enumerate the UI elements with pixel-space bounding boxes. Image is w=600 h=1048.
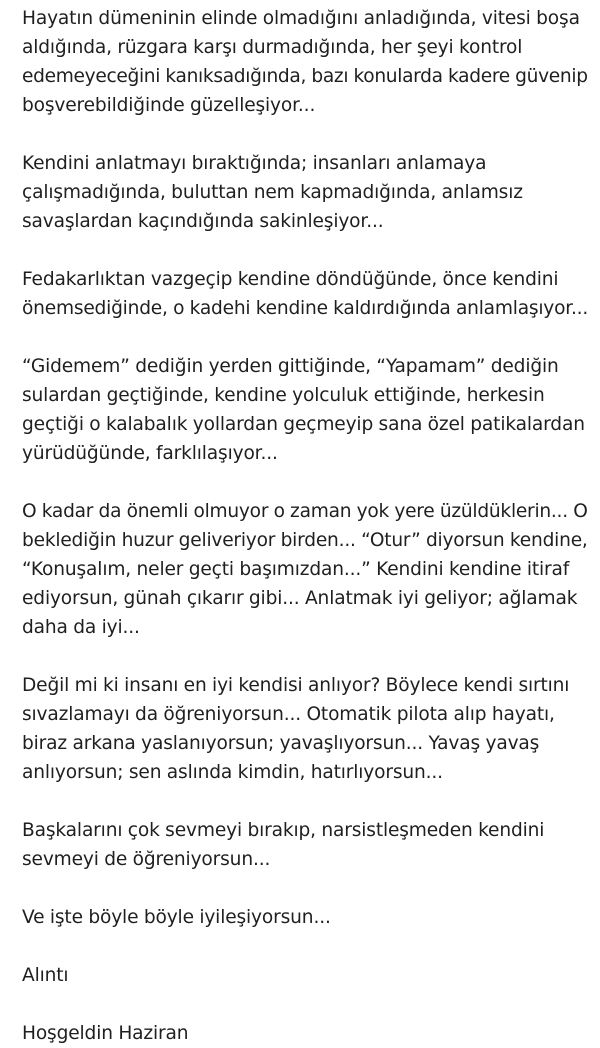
text-line: anlıyorsun; sen aslında kimdin, hatırlıyorsun... <box>22 762 443 783</box>
text-line: sıvazlamayı da öğreniyorsun... Otomatik pilota alıp hayatı, <box>22 704 555 725</box>
text-line: önemsediğinde, o kadehi kendine kaldırdığında anlamlaşıyor... <box>22 298 589 319</box>
text-line: Başkalarını çok sevmeyi bırakıp, narsistleşmeden kendini <box>22 820 545 841</box>
paragraph-healing <box>22 903 588 932</box>
text-line: O kadar da önemli olmuyor o zaman yok yere üzüldüklerin... O <box>22 501 588 522</box>
text-line: “Gidemem” dediğin yerden gittiğinde, “Yapamam” dediğin <box>22 356 559 377</box>
text-line: Alıntı <box>22 965 69 986</box>
paragraph-self-understanding <box>22 671 588 787</box>
paragraph-gets-beautiful <box>22 4 588 120</box>
text-line: geçtiği o kalabalık yollardan geçmeyip sana özel patikalardan <box>22 414 585 435</box>
text-line: Değil mi ki insanı en iyi kendisi anlıyor? Böylece kendi sırtını <box>22 675 570 696</box>
paragraph-becomes-different <box>22 352 588 468</box>
paragraph-self-love <box>22 816 588 874</box>
text-line: Hayatın dümeninin elinde olmadığını anladığında, vitesi boşa <box>22 8 580 29</box>
text-line: edemeyeceğini kanıksadığında, bazı konularda kadere güvenip <box>22 66 588 87</box>
text-line: aldığında, rüzgara karşı durmadığında, her şeyi kontrol <box>22 37 523 58</box>
paragraph-gains-meaning <box>22 265 588 323</box>
text-line: boşverebildiğinde güzelleşiyor... <box>22 95 316 116</box>
text-line: Fedakarlıktan vazgeçip kendine döndüğünde, önce kendini <box>22 269 559 290</box>
paragraph-calms-down <box>22 149 588 236</box>
text-line: Ve işte böyle böyle iyileşiyorsun... <box>22 907 331 928</box>
text-line: daha da iyi... <box>22 617 140 638</box>
text-line: biraz arkana yaslanıyorsun; yavaşlıyorsun... Yavaş yavaş <box>22 733 540 754</box>
post-body <box>22 4 588 1048</box>
text-line: çalışmadığında, buluttan nem kapmadığında, anlamsız <box>22 182 523 203</box>
text-line: sulardan geçtiğinde, kendine yolculuk ettiğinde, herkesin <box>22 385 545 406</box>
text-line: “Konuşalım, neler geçti başımızdan...” Kendini kendine itiraf <box>22 559 570 580</box>
text-line: yürüdüğünde, farklılaşıyor... <box>22 443 278 464</box>
paragraph-peace-arrives <box>22 497 588 642</box>
text-line: savaşlardan kaçındığında sakinleşiyor... <box>22 211 384 232</box>
quote-attribution <box>22 961 588 990</box>
text-line: sevmeyi de öğreniyorsun... <box>22 849 271 870</box>
signoff-line <box>22 1019 588 1048</box>
text-line: Hoşgeldin Haziran <box>22 1023 189 1044</box>
text-line: Kendini anlatmayı bıraktığında; insanları anlamaya <box>22 153 487 174</box>
text-line: ediyorsun, günah çıkarır gibi... Anlatmak iyi geliyor; ağlamak <box>22 588 578 609</box>
text-line: beklediğin huzur geliveriyor birden... “Otur” diyorsun kendine, <box>22 530 588 551</box>
